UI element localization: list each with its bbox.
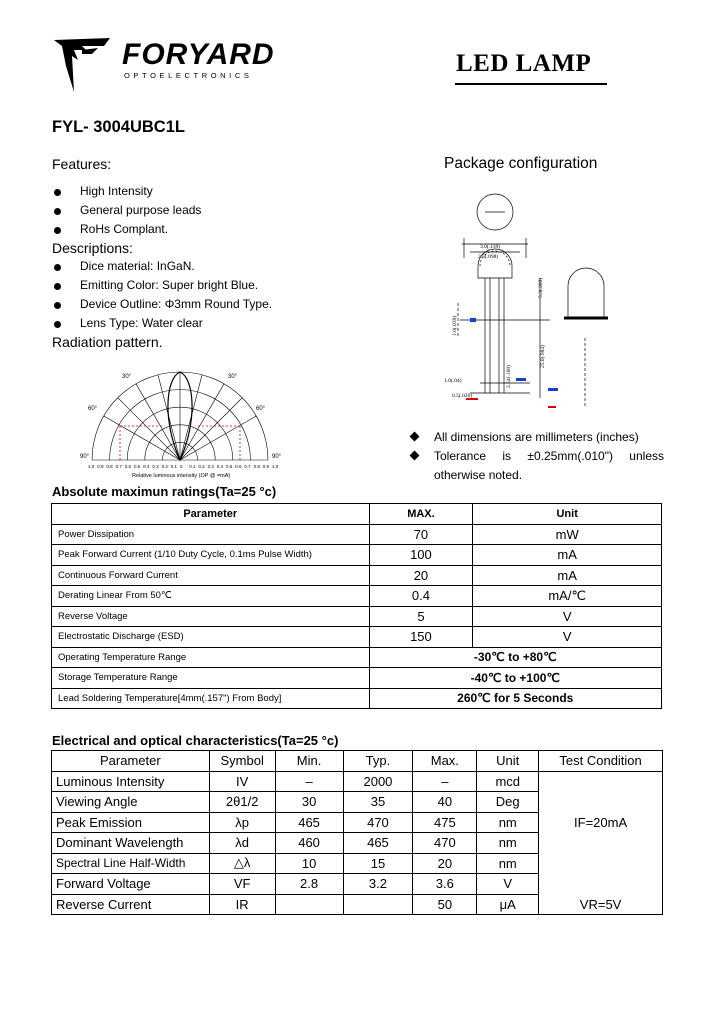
header-cell: Parameter <box>52 751 210 772</box>
table-row: Electrostatic Discharge (ESD) 150 V <box>52 627 662 648</box>
abs-max-table <box>51 503 662 709</box>
electrical-title: Electrical and optical characteristics(Ta=25 °c) <box>52 733 339 748</box>
radiation-pattern-diagram <box>80 360 290 480</box>
diamond-bullet-icon <box>410 432 420 442</box>
scale-label: 0.4 <box>216 464 224 469</box>
scale-label: 0.9 <box>262 464 270 469</box>
part-number: FYL- 3004UBC1L <box>52 118 185 136</box>
dimension-label: 1.0(.039) <box>452 315 458 336</box>
bullet-icon <box>54 283 61 290</box>
header-cell: Unit <box>477 751 539 772</box>
dimension-label: 3.0(.118) <box>480 244 500 250</box>
brand-subtitle: OPTOELECTRONICS <box>124 71 253 80</box>
scale-label: 0.2 <box>198 464 205 469</box>
header-cell: Typ. <box>343 751 413 772</box>
scale-label: 0 <box>180 464 183 469</box>
title-underline <box>455 83 607 85</box>
document-title: LED LAMP <box>456 50 592 77</box>
table-header-row <box>52 751 663 772</box>
scale-label: 0.7 <box>244 464 251 469</box>
header-cell: MAX. <box>369 504 473 525</box>
scale-label: 1.0 <box>88 464 95 469</box>
package-drawing <box>440 188 610 418</box>
scale-label: 0.6 <box>235 464 242 469</box>
table-row: Power Dissipation 70 mW <box>52 524 662 545</box>
table-row: Peak Forward Current (1/10 Duty Cycle, 0.1ms Pulse Width) 100 mA <box>52 545 662 566</box>
header-cell: Test Condition <box>539 751 663 772</box>
table-row: Reverse Voltage 5 V <box>52 606 662 627</box>
dimension-label: 0.5(.020) <box>452 393 473 399</box>
foryard-logo-icon <box>52 36 112 96</box>
dimension-label: 2.54(.100) <box>506 365 512 388</box>
scale-label: 0.5 <box>226 464 233 469</box>
angle-label: 60° <box>88 406 98 412</box>
scale-label: 1.0 <box>272 464 279 469</box>
table-row: Continuous Forward Current 20 mA <box>52 565 662 586</box>
table-row: Derating Linear From 50℃ 0.4 mA/℃ <box>52 586 662 607</box>
table-row: Storage Temperature Range -40℃ to +100℃ <box>52 668 662 689</box>
package-heading: Package configuration <box>444 155 598 172</box>
header-cell: Symbol <box>209 751 275 772</box>
scale-label: 0.4 <box>143 464 150 469</box>
test-condition-cell: VR=5V <box>539 894 663 915</box>
scale-label: 0.3 <box>207 464 214 469</box>
scale-label: 0.1 <box>170 464 178 469</box>
scale-label: 0.3 <box>152 464 159 469</box>
header-cell: Parameter <box>52 504 370 525</box>
bullet-icon <box>54 227 61 234</box>
bullet-icon <box>54 321 61 328</box>
header-cell: Max. <box>413 751 477 772</box>
features-list: High Intensity General purpose leads RoHs Complant. <box>54 184 384 244</box>
dimension-label: 1.0(.04) <box>444 378 462 384</box>
table-row: Peak Emission λp 465 470 475 nm <box>52 812 663 833</box>
scale-label: 0.8 <box>253 464 260 469</box>
scale-label: 0.6 <box>124 464 132 469</box>
note-item: Tolerance is ±0.25mm(.010") unless otherwise noted. <box>410 447 664 485</box>
test-condition-cell: IF=20mA <box>539 771 663 874</box>
electrical-table <box>51 750 663 915</box>
table-row: Dominant Wavelength λd 460 465 470 nm <box>52 833 663 854</box>
descriptions-heading: Descriptions: <box>52 240 133 256</box>
radiation-caption: Relative luminous intensity (OP @ =mA) <box>132 473 231 479</box>
table-row: Spectral Line Half-Width △λ 10 15 20 nm <box>52 853 663 874</box>
bullet-icon <box>54 208 61 215</box>
scale-label: 0.8 <box>106 464 113 469</box>
header-cell: Min. <box>275 751 343 772</box>
table-row: Operating Temperature Range -30℃ to +80℃ <box>52 647 662 668</box>
header-cell: Unit <box>473 504 662 525</box>
abs-max-title: Absolute maximun ratings(Ta=25 °c) <box>52 484 277 499</box>
table-row: Forward Voltage VF 2.8 3.2 3.6 V <box>52 874 663 895</box>
bullet-icon <box>54 264 61 271</box>
dimension-label: 5.3(.209) <box>538 277 544 298</box>
scale-label: 0.7 <box>115 464 122 469</box>
angle-label: 30° <box>228 374 238 380</box>
table-row: Viewing Angle 2θ1/2 30 35 40 Deg <box>52 792 663 813</box>
dimension-label: 25.0(.984) <box>540 345 546 368</box>
dimension-notes <box>410 428 664 485</box>
dimension-label: 2.5(.098) <box>478 254 499 260</box>
scale-label: 0.9 <box>97 464 104 469</box>
table-row: Reverse Current IR 50 μA VR=5V <box>52 894 663 915</box>
diamond-bullet-icon <box>410 451 420 461</box>
scale-label: 0.2 <box>161 464 168 469</box>
angle-label: 30° <box>122 374 132 380</box>
descriptions-list: Dice material: InGaN. Emitting Color: Super bright Blue. Device Outline: Φ3mm Round Type. Lens Type: Water clear <box>54 259 384 339</box>
table-header-row <box>52 504 662 525</box>
scale-label: 0.1 <box>189 464 196 469</box>
angle-label: 60° <box>256 406 266 412</box>
angle-label: 90° <box>80 454 90 460</box>
scale-label: 0.5 <box>134 464 141 469</box>
features-heading: Features: <box>52 156 112 172</box>
bullet-icon <box>54 302 61 309</box>
bullet-icon <box>54 189 61 196</box>
table-row: Luminous Intensity IV – 2000 – mcd IF=20mA <box>52 771 663 792</box>
table-row: Lead Soldering Temperature[4mm(.157") From Body] 260℃ for 5 Seconds <box>52 688 662 709</box>
radiation-heading: Radiation pattern. <box>52 334 163 350</box>
angle-label: 90° <box>272 454 282 460</box>
brand-name: FORYARD <box>122 38 275 71</box>
note-item: All dimensions are millimeters (inches) <box>410 428 664 447</box>
